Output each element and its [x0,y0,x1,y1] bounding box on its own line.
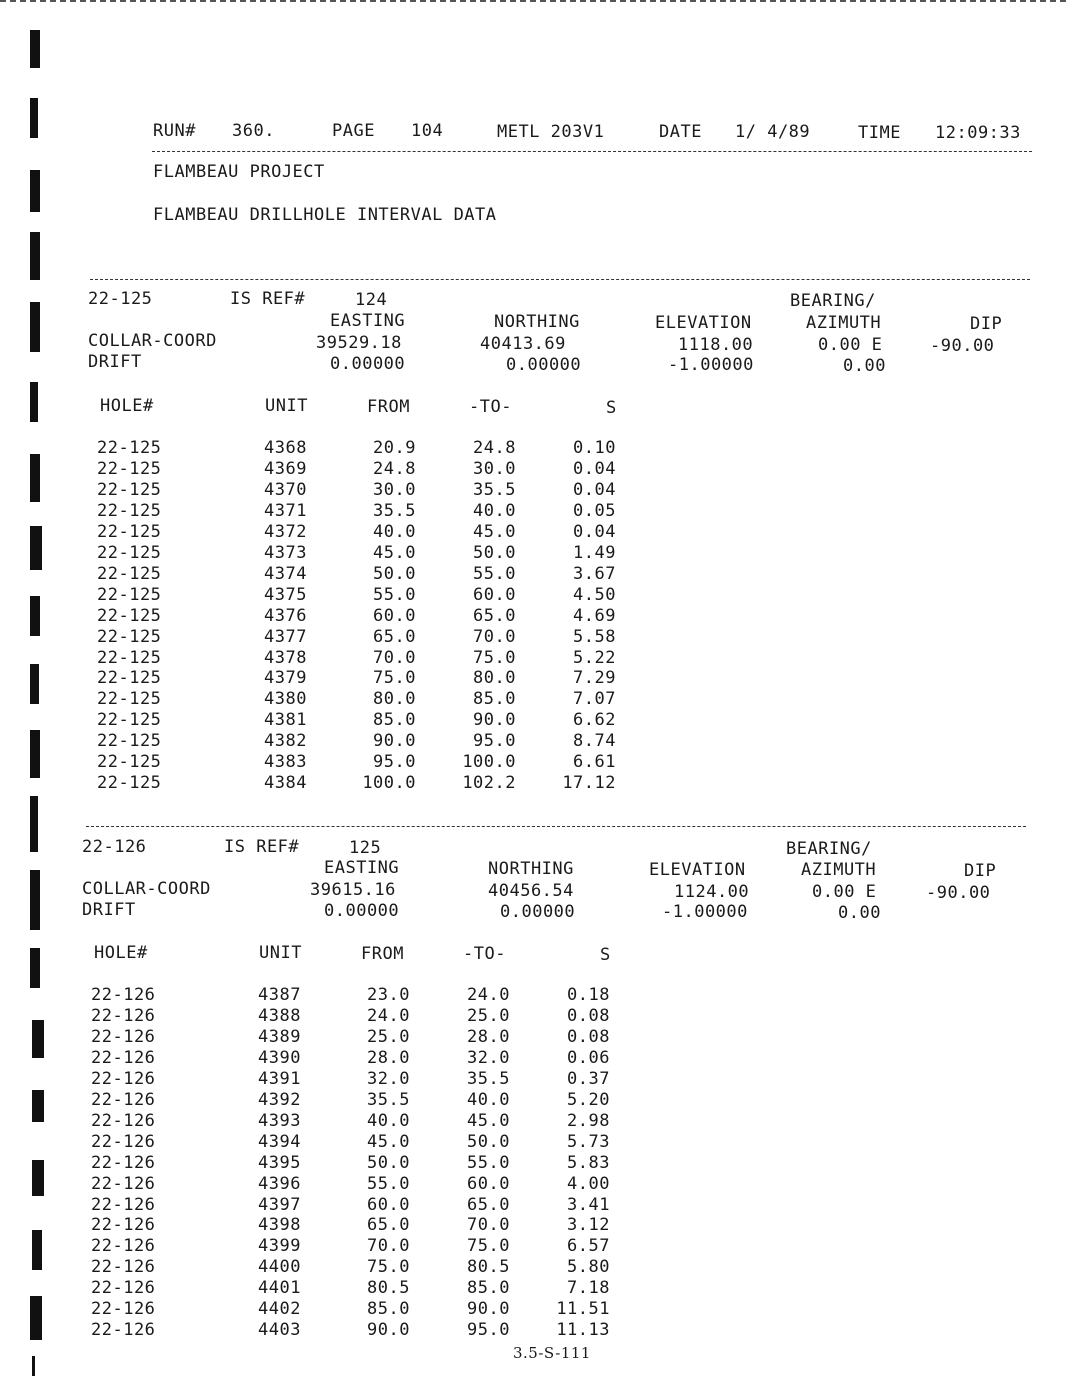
drift-northing: 0.00000 [500,902,576,922]
date-label: DATE [659,122,702,142]
hole-id-cell: 22-125 [97,606,162,626]
unit-cell: 4372 [264,522,307,542]
col-header-s: S [606,398,617,418]
s-value-cell: 0.18 [567,985,610,1005]
s-value-cell: 7.07 [573,689,616,709]
from-cell: 50.0 [373,564,416,584]
hole-id-cell: 22-125 [97,668,162,688]
s-value-cell: 5.22 [573,648,616,668]
to-cell: 25.0 [467,1006,510,1026]
hole-id-cell: 22-126 [91,1069,156,1089]
s-value-cell: 3.67 [573,564,616,584]
section-1-divider [90,279,1030,280]
run-value: 360. [232,121,275,141]
unit-cell: 4394 [258,1132,301,1152]
from-cell: 32.0 [367,1069,410,1089]
hole-id-cell: 22-126 [91,1299,156,1319]
ref-value: 125 [349,838,382,858]
to-cell: 24.8 [473,438,516,458]
col-header-to: -TO- [463,944,506,964]
s-value-cell: 0.04 [573,480,616,500]
s-value-cell: 11.51 [556,1299,610,1319]
from-cell: 28.0 [367,1048,410,1068]
from-cell: 90.0 [367,1320,410,1340]
s-value-cell: 4.50 [573,585,616,605]
to-cell: 50.0 [467,1132,510,1152]
s-value-cell: 0.08 [567,1006,610,1026]
from-cell: 75.0 [367,1257,410,1277]
hole-id-cell: 22-126 [91,1278,156,1298]
s-value-cell: 3.12 [567,1215,610,1235]
from-cell: 70.0 [367,1236,410,1256]
unit-cell: 4374 [264,564,307,584]
s-value-cell: 5.58 [573,627,616,647]
date-value: 1/ 4/89 [735,122,811,142]
page-label: PAGE [332,121,375,141]
unit-cell: 4388 [258,1006,301,1026]
hole-id-cell: 22-126 [91,1195,156,1215]
project-name: FLAMBEAU PROJECT [153,162,325,182]
unit-cell: 4376 [264,606,307,626]
hole-id-cell: 22-125 [97,689,162,709]
bearing-label: BEARING/ [786,839,872,859]
s-value-cell: 0.08 [567,1027,610,1047]
to-cell: 65.0 [473,606,516,626]
from-cell: 50.0 [367,1153,410,1173]
section-hole-id: 22-125 [88,289,153,309]
to-cell: 35.5 [473,480,516,500]
col-header-unit: UNIT [265,396,308,416]
col-header-unit: UNIT [259,943,302,963]
col-header-from: FROM [361,944,404,964]
unit-cell: 4387 [258,985,301,1005]
collar-azimuth: 0.00 E [818,335,883,355]
to-cell: 40.0 [473,501,516,521]
drift-azimuth: 0.00 [838,903,881,923]
to-cell: 70.0 [473,627,516,647]
hole-id-cell: 22-126 [91,1006,156,1026]
col-header-from: FROM [367,397,410,417]
from-cell: 35.5 [367,1090,410,1110]
unit-cell: 4370 [264,480,307,500]
unit-cell: 4403 [258,1320,301,1340]
hole-id-cell: 22-126 [91,1215,156,1235]
col-header-hole: HOLE# [94,943,148,963]
s-value-cell: 5.80 [567,1257,610,1277]
to-cell: 32.0 [467,1048,510,1068]
unit-cell: 4398 [258,1215,301,1235]
unit-cell: 4369 [264,459,307,479]
unit-cell: 4402 [258,1299,301,1319]
s-value-cell: 6.62 [573,710,616,730]
unit-cell: 4396 [258,1174,301,1194]
s-value-cell: 6.61 [573,752,616,772]
azimuth-header: AZIMUTH [806,313,882,333]
hole-id-cell: 22-126 [91,1048,156,1068]
drift-elevation: -1.00000 [668,355,754,375]
s-value-cell: 0.05 [573,501,616,521]
to-cell: 85.0 [473,689,516,709]
ref-label: IS REF# [224,837,300,857]
s-value-cell: 11.13 [556,1320,610,1340]
drift-northing: 0.00000 [506,355,582,375]
unit-cell: 4371 [264,501,307,521]
drift-azimuth: 0.00 [843,356,886,376]
from-cell: 45.0 [373,543,416,563]
to-cell: 50.0 [473,543,516,563]
report-title: FLAMBEAU DRILLHOLE INTERVAL DATA [153,205,497,225]
unit-cell: 4379 [264,668,307,688]
unit-cell: 4375 [264,585,307,605]
unit-cell: 4381 [264,710,307,730]
time-label: TIME [858,123,901,143]
s-value-cell: 0.04 [573,522,616,542]
unit-cell: 4397 [258,1195,301,1215]
from-cell: 75.0 [373,668,416,688]
to-cell: 60.0 [473,585,516,605]
drift-label: DRIFT [88,352,142,372]
collar-label: COLLAR-COORD [88,331,217,351]
from-cell: 60.0 [367,1195,410,1215]
hole-id-cell: 22-125 [97,585,162,605]
unit-cell: 4392 [258,1090,301,1110]
to-cell: 75.0 [467,1236,510,1256]
to-cell: 40.0 [467,1090,510,1110]
collar-label: COLLAR-COORD [82,879,211,899]
from-cell: 24.0 [367,1006,410,1026]
unit-cell: 4391 [258,1069,301,1089]
to-cell: 102.2 [462,773,516,793]
col-header-s: S [600,945,611,965]
header-divider [152,151,1032,152]
s-value-cell: 7.18 [567,1278,610,1298]
s-value-cell: 3.41 [567,1195,610,1215]
unit-cell: 4378 [264,648,307,668]
s-value-cell: 0.06 [567,1048,610,1068]
to-cell: 95.0 [473,731,516,751]
hole-id-cell: 22-125 [97,501,162,521]
collar-elevation: 1118.00 [678,335,754,355]
s-value-cell: 17.12 [562,773,616,793]
drift-elevation: -1.00000 [662,902,748,922]
unit-cell: 4380 [264,689,307,709]
s-value-cell: 1.49 [573,543,616,563]
from-cell: 30.0 [373,480,416,500]
hole-id-cell: 22-126 [91,1132,156,1152]
from-cell: 85.0 [373,710,416,730]
hole-id-cell: 22-126 [91,1153,156,1173]
easting-header: EASTING [324,858,400,878]
from-cell: 24.8 [373,459,416,479]
to-cell: 60.0 [467,1174,510,1194]
from-cell: 45.0 [367,1132,410,1152]
collar-easting: 39529.18 [316,333,402,353]
to-cell: 30.0 [473,459,516,479]
unit-cell: 4401 [258,1278,301,1298]
section-2-divider [86,826,1026,827]
hole-id-cell: 22-126 [91,1320,156,1340]
unit-cell: 4400 [258,1257,301,1277]
from-cell: 100.0 [362,773,416,793]
s-value-cell: 0.37 [567,1069,610,1089]
unit-cell: 4393 [258,1111,301,1131]
from-cell: 55.0 [373,585,416,605]
hole-id-cell: 22-125 [97,522,162,542]
hole-id-cell: 22-125 [97,480,162,500]
unit-cell: 4399 [258,1236,301,1256]
hole-id-cell: 22-125 [97,543,162,563]
to-cell: 85.0 [467,1278,510,1298]
hole-id-cell: 22-125 [97,710,162,730]
easting-header: EASTING [330,311,406,331]
col-header-to: -TO- [469,397,512,417]
to-cell: 70.0 [467,1215,510,1235]
hole-id-cell: 22-125 [97,752,162,772]
collar-northing: 40413.69 [480,334,566,354]
unit-cell: 4384 [264,773,307,793]
elevation-header: ELEVATION [655,313,752,333]
s-value-cell: 2.98 [567,1111,610,1131]
collar-dip: -90.00 [930,336,995,356]
hole-id-cell: 22-126 [91,1090,156,1110]
northing-header: NORTHING [494,312,580,332]
bearing-label: BEARING/ [790,291,876,311]
footer-page-code: 3.5-S-111 [513,1344,591,1362]
s-value-cell: 5.73 [567,1132,610,1152]
s-value-cell: 4.00 [567,1174,610,1194]
run-label: RUN# [153,121,196,141]
ref-label: IS REF# [230,289,306,309]
hole-id-cell: 22-126 [91,1111,156,1131]
to-cell: 90.0 [467,1299,510,1319]
elevation-header: ELEVATION [649,860,746,880]
azimuth-header: AZIMUTH [801,860,877,880]
unit-cell: 4377 [264,627,307,647]
program-id: METL 203V1 [497,122,605,142]
unit-cell: 4373 [264,543,307,563]
dip-header: DIP [964,861,997,881]
time-value: 12:09:33 [935,123,1021,143]
from-cell: 40.0 [373,522,416,542]
to-cell: 65.0 [467,1195,510,1215]
from-cell: 85.0 [367,1299,410,1319]
s-value-cell: 8.74 [573,731,616,751]
collar-azimuth: 0.00 E [812,882,877,902]
hole-id-cell: 22-125 [97,773,162,793]
from-cell: 40.0 [367,1111,410,1131]
hole-id-cell: 22-125 [97,648,162,668]
to-cell: 95.0 [467,1320,510,1340]
hole-id-cell: 22-126 [91,1027,156,1047]
from-cell: 23.0 [367,985,410,1005]
from-cell: 25.0 [367,1027,410,1047]
from-cell: 90.0 [373,731,416,751]
hole-id-cell: 22-125 [97,564,162,584]
page-number: 104 [411,121,444,141]
to-cell: 55.0 [467,1153,510,1173]
to-cell: 45.0 [473,522,516,542]
to-cell: 35.5 [467,1069,510,1089]
hole-id-cell: 22-125 [97,459,162,479]
from-cell: 70.0 [373,648,416,668]
hole-id-cell: 22-125 [97,731,162,751]
unit-cell: 4390 [258,1048,301,1068]
s-value-cell: 5.20 [567,1090,610,1110]
from-cell: 20.9 [373,438,416,458]
to-cell: 55.0 [473,564,516,584]
dip-header: DIP [970,314,1003,334]
s-value-cell: 5.83 [567,1153,610,1173]
to-cell: 45.0 [467,1111,510,1131]
s-value-cell: 6.57 [567,1236,610,1256]
from-cell: 80.0 [373,689,416,709]
s-value-cell: 7.29 [573,668,616,688]
hole-id-cell: 22-126 [91,985,156,1005]
collar-dip: -90.00 [926,883,991,903]
to-cell: 100.0 [462,752,516,772]
from-cell: 60.0 [373,606,416,626]
unit-cell: 4395 [258,1153,301,1173]
unit-cell: 4368 [264,438,307,458]
ref-value: 124 [355,290,388,310]
from-cell: 95.0 [373,752,416,772]
hole-id-cell: 22-126 [91,1257,156,1277]
hole-id-cell: 22-125 [97,627,162,647]
drift-easting: 0.00000 [330,354,406,374]
collar-easting: 39615.16 [310,880,396,900]
hole-id-cell: 22-126 [91,1236,156,1256]
unit-cell: 4383 [264,752,307,772]
from-cell: 35.5 [373,501,416,521]
unit-cell: 4389 [258,1027,301,1047]
col-header-hole: HOLE# [100,396,154,416]
section-hole-id: 22-126 [82,837,147,857]
to-cell: 24.0 [467,985,510,1005]
to-cell: 90.0 [473,710,516,730]
to-cell: 28.0 [467,1027,510,1047]
collar-northing: 40456.54 [488,881,574,901]
from-cell: 55.0 [367,1174,410,1194]
s-value-cell: 0.10 [573,438,616,458]
unit-cell: 4382 [264,731,307,751]
top-edge-rule [0,0,1066,2]
to-cell: 80.0 [473,668,516,688]
to-cell: 80.5 [467,1257,510,1277]
collar-elevation: 1124.00 [674,882,750,902]
northing-header: NORTHING [488,859,574,879]
from-cell: 80.5 [367,1278,410,1298]
from-cell: 65.0 [367,1215,410,1235]
drift-easting: 0.00000 [324,901,400,921]
s-value-cell: 0.04 [573,459,616,479]
to-cell: 75.0 [473,648,516,668]
hole-id-cell: 22-126 [91,1174,156,1194]
hole-id-cell: 22-125 [97,438,162,458]
s-value-cell: 4.69 [573,606,616,626]
from-cell: 65.0 [373,627,416,647]
drift-label: DRIFT [82,900,136,920]
